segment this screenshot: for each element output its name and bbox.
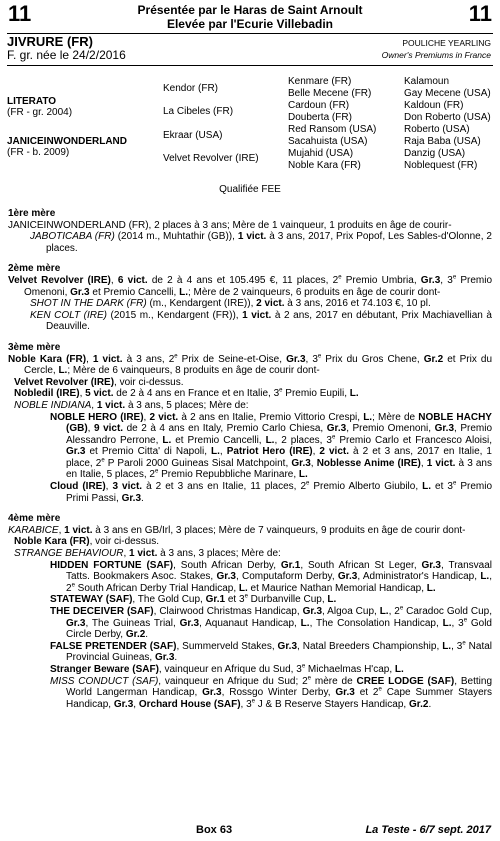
pedigree-gen3-5: Sacahuista (USA) [288,136,368,147]
sire-name: LITERATO [7,96,57,107]
m2-produce-2: KEN COLT (IRE) (2015 m., Kendargent (FR)), 1 vict. à 2 ans, 2017 en débutant, Prix Machiavellian à Deauville. [30,309,492,333]
box-number: Box 63 [196,824,233,836]
m3-produce-3: NOBLE INDIANA, 1 vict. à 3 ans, 5 places; Mère de: [14,399,249,411]
pedigree-gen4-1: Gay Mecene (USA) [404,88,491,99]
m3-produce-3a: NOBLE HERO (IRE), 2 vict. à 2 ans en Italie, Premio Vittorio Crespi, L.; Mère de NOBLE HACHY (GB), 9 vict. de 2 à 4 ans en Italy, Premio Carlo Chiesa, Gr.3, Premio Omenoni, Gr.3, Premio Alessandro Perrone, L. et Premio Cancelli, L., 2 places, 3e Premio Carlo et Francesco Aloisi, Gr.3 et Premio Citta' di Napoli, L., Patriot Hero (IRE), 2 vict. à 2 et 3 ans, 2017 en Italie, 1 place, 2e P Paroli 2000 Guineas Sisal Matchpoint, Gr.3, Noblesse Anime (IRE), 1 vict. à 3 ans en Italie, 5 places, 2e Premio Repubbliche Marinare, L. [50,411,493,481]
m4-produce-2f: MISS CONDUCT (SAF), vainqueur en Afrique du Sud; 2e mère de CREE LODGE (SAF), Betting World Langerman Handicap, Gr.3, Rossgo Winter Derby, Gr.3 et 2e Cape Summer Stayers Handicap, Gr.3, Orchard House (SAF), 3e J & B Reserve Stayers Handicap, Gr.2. [50,675,493,710]
m3-produce-3b: Cloud (IRE), 3 vict. à 2 et 3 ans en Italie, 11 places, 2e Premio Alberto Giubilo, L. et 3e Premio Primi Passi, Gr.3. [50,480,493,504]
m4-para: KARABICE, 1 vict. à 3 ans en GB/Irl, 3 places; Mère de 7 vainqueurs, 9 produits en âge de courir dont- [8,524,466,536]
pedigree-gen3-4: Red Ransom (USA) [288,124,377,135]
m4-produce-2e: Stranger Beware (SAF), vainqueur en Afrique du Sud, 3e Michaelmas H'cap, L. [50,663,404,675]
section-heading-m1: 1ère mère [8,208,56,219]
page-header [0,3,500,31]
pedigree-gen4-4: Roberto (USA) [404,124,470,135]
pedigree-gen3-3: Douberta (FR) [288,112,352,123]
lot-number-right: 11 [468,1,492,26]
pedigree-gen4-5: Raja Baba (USA) [404,136,481,147]
pedigree-gen4-3: Don Roberto (USA) [404,112,491,123]
family-text [8,208,492,710]
pedigree-gen2-2: Ekraar (USA) [163,130,223,141]
pedigree-dam [7,136,127,158]
pedigree-gen2-0: Kendor (FR) [163,83,219,94]
pedigree-gen2-3: Velvet Revolver (IRE) [163,153,259,164]
consignor-line: Présentée par le Haras de Saint Arnoult [137,3,363,17]
m4-produce-1: Noble Kara (FR), voir ci-dessus. [14,536,160,548]
m4-produce-2b: STATEWAY (SAF), The Gold Cup, Gr.1 et 3e Durbanville Cup, L. [50,594,337,606]
pedigree-gen4-7: Noblequest (FR) [404,160,478,171]
m4-produce-2c: THE DECEIVER (SAF), Clairwood Christmas Handicap, Gr.3, Algoa Cup, L., 2e Caradoc Gold Cup, Gr.3, The Guineas Trial, Gr.3, Aquanaut Handicap, L., The Consolation Handicap, L., 3e Gold Circle Derby, Gr.2. [50,605,492,641]
dam-info: (FR - b. 2009) [7,147,70,158]
pedigree-divider [7,65,493,66]
section-heading-m2: 2ème mère [8,263,61,275]
pedigree-gen3-6: Mujahid (USA) [288,148,354,159]
pedigree-gen3-7: Noble Kara (FR) [288,160,361,171]
sire-info: (FR - gr. 2004) [7,107,73,118]
m1-para: JANICEINWONDERLAND (FR), 2 places à 3 ans; Mère de 1 vainqueur, 1 produits en âge de courir- [8,219,452,231]
m4-produce-2: STRANGE BEHAVIOUR, 1 vict. à 3 ans, 3 places; Mère de: [14,548,281,560]
m1-produce: JABOTICABA (FR) (2014 m., Muhtathir (GB)), 1 vict. à 3 ans, 2017, Prix Popof, Les Sables-d'Olonne, 2 places. [30,231,492,254]
section-heading-m4: 4ème mère [8,513,61,525]
m3-para: Noble Kara (FR), 1 vict. à 3 ans, 2e Prix de Seine-et-Oise, Gr.3, 3e Prix du Gros Chene, Gr.2 et Prix du Cercle, L.; Mère de 6 vainqueurs, 8 produits en âge de courir dont- [8,353,493,377]
m4-produce-2d: FALSE PRETENDER (SAF), Summerveld Stakes, Gr.3, Natal Breeders Championship, L., 3e Natal Provincial Guineas, Gr.3. [50,640,493,664]
horse-name: JIVRURE (FR) [7,34,93,49]
m2-para: Velvet Revolver (IRE), 6 vict. de 2 à 4 ans et 105.495 €, 11 places, 2e Premio Umbria, Gr.3, 3e Premio Omenoni, Gr.3 et Premio Cancelli, L.; Mère de 2 vainqueurs, 6 produits en âge de courir dont- [8,274,493,298]
pedigree-gen3-1: Belle Mecene (FR) [288,88,372,99]
lot-number-left: 11 [8,1,32,26]
m3-produce-1: Velvet Revolver (IRE), voir ci-dessus. [14,376,184,388]
qualification: Qualifiée FEE [219,184,281,195]
dam-name: JANICEINWONDERLAND [7,136,127,147]
pedigree-gen4-6: Danzig (USA) [404,148,466,159]
pedigree-sire [7,96,72,118]
pedigree-gen2-1: La Cibeles (FR) [163,106,234,117]
pedigree-gen3-0: Kenmare (FR) [288,76,352,87]
m3-produce-2: Nobledil (IRE), 5 vict. de 2 à 4 ans en France et en Italie, 3e Premio Eupili, L. [14,387,359,400]
pedigree-gen3-2: Cardoun (FR) [288,100,350,111]
breeder-line: Elevée par l'Ecurie Villebadin [166,17,334,31]
m2-produce-1: SHOT IN THE DARK (FR) (m., Kendargent (IRE)), 2 vict. à 3 ans, 2016 et 74.103 €, 10 pl. [30,298,431,310]
horse-category: POULICHE YEARLING [402,38,491,48]
sale-venue: La Teste - 6/7 sept. 2017 [365,824,491,836]
m4-produce-2a: HIDDEN FORTUNE (SAF), South African Derby, Gr.1, South African St Leger, Gr.3, Transvaal Tatts. Bookmakers Asoc. Stakes, Gr.3, Computaform Derby, Gr.3, Administrator's Handicap, L., 2e South African Derby Trial Handicap, L. et Maurice Nathan Memorial Handicap, L. [50,559,492,594]
pedigree-gen4-0: Kalamoun [404,76,450,87]
owner-premiums: Owner's Premiums in France [381,50,491,60]
section-heading-m3: 3ème mère [8,341,61,353]
horse-birth: F. gr. née le 24/2/2016 [7,48,126,62]
pedigree-gen4-2: Kaldoun (FR) [404,100,464,111]
